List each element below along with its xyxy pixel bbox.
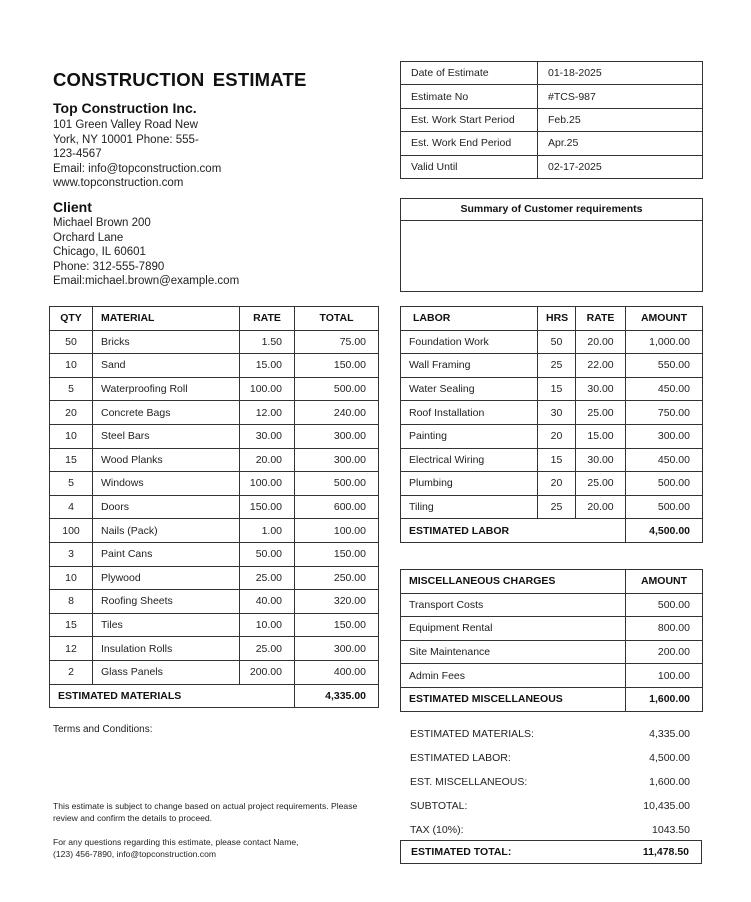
total-cell: 150.00 bbox=[295, 354, 379, 378]
totals-row-estimated-total bbox=[400, 840, 702, 864]
col-amount: AMOUNT bbox=[626, 570, 703, 594]
hrs-cell: 50 bbox=[538, 330, 576, 354]
col-labor: LABOR bbox=[401, 307, 538, 331]
company-info bbox=[53, 118, 221, 191]
total-cell: 600.00 bbox=[295, 495, 379, 519]
material-cell: Bricks bbox=[93, 330, 240, 354]
materials-header-row bbox=[50, 307, 379, 331]
meta-value: #TCS-987 bbox=[538, 85, 703, 108]
table-row bbox=[401, 330, 703, 354]
table-row bbox=[401, 377, 703, 401]
material-cell: Insulation Rolls bbox=[93, 637, 240, 661]
amount-cell: 500.00 bbox=[626, 472, 703, 496]
meta-label: Valid Until bbox=[401, 155, 538, 178]
material-cell: Windows bbox=[93, 472, 240, 496]
material-cell: Nails (Pack) bbox=[93, 519, 240, 543]
document-title: CONSTRUCTION ESTIMATE bbox=[53, 69, 307, 90]
meta-label: Est. Work End Period bbox=[401, 132, 538, 155]
rate-cell: 25.00 bbox=[240, 566, 295, 590]
qty-cell: 50 bbox=[50, 330, 93, 354]
meta-row bbox=[401, 155, 703, 178]
qty-cell: 10 bbox=[50, 354, 93, 378]
material-cell: Concrete Bags bbox=[93, 401, 240, 425]
charge-cell: Equipment Rental bbox=[401, 617, 626, 641]
total-cell: 500.00 bbox=[295, 472, 379, 496]
qty-cell: 2 bbox=[50, 660, 93, 684]
total-cell: 75.00 bbox=[295, 330, 379, 354]
company-address-line-2: York, NY 10001 Phone: 555- bbox=[53, 133, 199, 146]
charge-cell: Site Maintenance bbox=[401, 640, 626, 664]
table-row bbox=[50, 472, 379, 496]
totals-row-materials bbox=[400, 722, 702, 746]
rate-cell: 30.00 bbox=[576, 377, 626, 401]
contact-line-2: (123) 456-7890, info@topconstruction.com bbox=[53, 849, 217, 860]
material-cell: Roofing Sheets bbox=[93, 590, 240, 614]
material-cell: Steel Bars bbox=[93, 424, 240, 448]
estimated-total-value: 11,478.50 bbox=[642, 846, 689, 858]
client-line-2: Orchard Lane bbox=[53, 231, 124, 244]
labor-footer-row bbox=[401, 519, 703, 543]
total-cell: 300.00 bbox=[295, 448, 379, 472]
col-rate: RATE bbox=[240, 307, 295, 331]
labor-header-row bbox=[401, 307, 703, 331]
table-row bbox=[50, 401, 379, 425]
labor-cell: Painting bbox=[401, 424, 538, 448]
table-row bbox=[50, 613, 379, 637]
labor-cell: Plumbing bbox=[401, 472, 538, 496]
rate-cell: 20.00 bbox=[576, 495, 626, 519]
total-cell: 150.00 bbox=[295, 542, 379, 566]
amount-cell: 100.00 bbox=[626, 664, 703, 688]
totals-row-labor bbox=[400, 746, 702, 770]
rate-cell: 10.00 bbox=[240, 613, 295, 637]
material-cell: Plywood bbox=[93, 566, 240, 590]
total-cell: 320.00 bbox=[295, 590, 379, 614]
total-cell: 500.00 bbox=[295, 377, 379, 401]
disclaimer-line-2: review and confirm the details to proceed. bbox=[53, 813, 213, 824]
meta-value: 02-17-2025 bbox=[538, 155, 703, 178]
rate-cell: 25.00 bbox=[576, 472, 626, 496]
company-website: www.topconstruction.com bbox=[53, 177, 184, 190]
meta-value: Feb.25 bbox=[538, 108, 703, 131]
misc-charges-table bbox=[400, 569, 703, 712]
totals-label: ESTIMATED MATERIALS: bbox=[410, 728, 534, 740]
company-email: Email: info@topconstruction.com bbox=[53, 162, 222, 175]
table-row bbox=[50, 354, 379, 378]
totals-label: SUBTOTAL: bbox=[410, 800, 468, 812]
terms-heading: Terms and Conditions: bbox=[53, 724, 153, 735]
material-cell: Tiles bbox=[93, 613, 240, 637]
estimated-labor-label: ESTIMATED LABOR bbox=[401, 519, 626, 543]
labor-cell: Water Sealing bbox=[401, 377, 538, 401]
material-cell: Paint Cans bbox=[93, 542, 240, 566]
client-line-3: Chicago, IL 60601 bbox=[53, 246, 146, 259]
total-cell: 150.00 bbox=[295, 613, 379, 637]
table-row bbox=[50, 542, 379, 566]
totals-label: TAX (10%): bbox=[410, 824, 464, 836]
estimate-meta-table bbox=[400, 61, 703, 179]
client-phone: Phone: 312-555-7890 bbox=[53, 260, 165, 273]
amount-cell: 550.00 bbox=[626, 354, 703, 378]
totals-label: ESTIMATED LABOR: bbox=[410, 752, 511, 764]
labor-cell: Roof Installation bbox=[401, 401, 538, 425]
col-hrs: HRS bbox=[538, 307, 576, 331]
charge-cell: Transport Costs bbox=[401, 593, 626, 617]
table-row bbox=[50, 448, 379, 472]
estimated-misc-value: 1,600.00 bbox=[626, 687, 703, 711]
meta-row bbox=[401, 108, 703, 131]
contact-note bbox=[53, 836, 388, 861]
material-cell: Wood Planks bbox=[93, 448, 240, 472]
table-row bbox=[50, 519, 379, 543]
charge-cell: Admin Fees bbox=[401, 664, 626, 688]
hrs-cell: 15 bbox=[538, 448, 576, 472]
totals-value: 1043.50 bbox=[652, 824, 690, 836]
rate-cell: 15.00 bbox=[240, 354, 295, 378]
qty-cell: 15 bbox=[50, 613, 93, 637]
qty-cell: 15 bbox=[50, 448, 93, 472]
amount-cell: 300.00 bbox=[626, 424, 703, 448]
totals-value: 4,335.00 bbox=[649, 728, 690, 740]
estimated-labor-value: 4,500.00 bbox=[626, 519, 703, 543]
col-material: MATERIAL bbox=[93, 307, 240, 331]
table-row bbox=[401, 617, 703, 641]
rate-cell: 50.00 bbox=[240, 542, 295, 566]
col-total: TOTAL bbox=[295, 307, 379, 331]
qty-cell: 100 bbox=[50, 519, 93, 543]
customer-requirements-content[interactable] bbox=[401, 221, 702, 289]
material-cell: Sand bbox=[93, 354, 240, 378]
amount-cell: 200.00 bbox=[626, 640, 703, 664]
table-row bbox=[50, 590, 379, 614]
rate-cell: 15.00 bbox=[576, 424, 626, 448]
rate-cell: 25.00 bbox=[240, 637, 295, 661]
table-row bbox=[401, 424, 703, 448]
hrs-cell: 15 bbox=[538, 377, 576, 401]
estimated-materials-value: 4,335.00 bbox=[295, 684, 379, 708]
amount-cell: 1,000.00 bbox=[626, 330, 703, 354]
misc-footer-row bbox=[401, 687, 703, 711]
materials-table bbox=[49, 306, 379, 708]
col-qty: QTY bbox=[50, 307, 93, 331]
rate-cell: 30.00 bbox=[576, 448, 626, 472]
materials-footer-row bbox=[50, 684, 379, 708]
total-cell: 100.00 bbox=[295, 519, 379, 543]
estimated-total-label: ESTIMATED TOTAL: bbox=[411, 846, 512, 858]
estimated-misc-label: ESTIMATED MISCELLANEOUS bbox=[401, 687, 626, 711]
client-info bbox=[53, 216, 239, 289]
labor-table bbox=[400, 306, 703, 543]
totals-value: 1,600.00 bbox=[649, 776, 690, 788]
qty-cell: 10 bbox=[50, 566, 93, 590]
hrs-cell: 25 bbox=[538, 354, 576, 378]
meta-row bbox=[401, 62, 703, 85]
table-row bbox=[401, 354, 703, 378]
estimated-materials-label: ESTIMATED MATERIALS bbox=[50, 684, 295, 708]
table-row bbox=[401, 472, 703, 496]
customer-requirements-box bbox=[400, 198, 703, 292]
client-heading: Client bbox=[53, 199, 92, 215]
col-misc-charges: MISCELLANEOUS CHARGES bbox=[401, 570, 626, 594]
qty-cell: 20 bbox=[50, 401, 93, 425]
rate-cell: 150.00 bbox=[240, 495, 295, 519]
meta-label: Estimate No bbox=[401, 85, 538, 108]
rate-cell: 200.00 bbox=[240, 660, 295, 684]
hrs-cell: 20 bbox=[538, 472, 576, 496]
total-cell: 300.00 bbox=[295, 637, 379, 661]
table-row bbox=[50, 637, 379, 661]
client-email: Email:michael.brown@example.com bbox=[53, 275, 240, 288]
table-row bbox=[50, 495, 379, 519]
table-row bbox=[401, 401, 703, 425]
table-row bbox=[50, 330, 379, 354]
total-cell: 400.00 bbox=[295, 660, 379, 684]
total-cell: 240.00 bbox=[295, 401, 379, 425]
amount-cell: 750.00 bbox=[626, 401, 703, 425]
table-row bbox=[50, 566, 379, 590]
totals-row-misc bbox=[400, 770, 702, 794]
hrs-cell: 30 bbox=[538, 401, 576, 425]
totals-value: 10,435.00 bbox=[643, 800, 690, 812]
table-row bbox=[401, 448, 703, 472]
disclaimer-line-1: This estimate is subject to change based on actual project requirements. Please bbox=[53, 801, 358, 811]
misc-header-row bbox=[401, 570, 703, 594]
totals-value: 4,500.00 bbox=[649, 752, 690, 764]
contact-line-1: For any questions regarding this estimate, please contact Name, bbox=[53, 837, 299, 847]
amount-cell: 800.00 bbox=[626, 617, 703, 641]
table-row bbox=[401, 593, 703, 617]
hrs-cell: 20 bbox=[538, 424, 576, 448]
rate-cell: 100.00 bbox=[240, 472, 295, 496]
company-address-line-3: 123-4567 bbox=[53, 148, 102, 161]
rate-cell: 40.00 bbox=[240, 590, 295, 614]
rate-cell: 12.00 bbox=[240, 401, 295, 425]
rate-cell: 30.00 bbox=[240, 424, 295, 448]
material-cell: Waterproofing Roll bbox=[93, 377, 240, 401]
table-row bbox=[50, 424, 379, 448]
table-row bbox=[401, 640, 703, 664]
rate-cell: 1.00 bbox=[240, 519, 295, 543]
material-cell: Glass Panels bbox=[93, 660, 240, 684]
disclaimer-note bbox=[53, 800, 388, 825]
totals-row-tax bbox=[400, 818, 702, 842]
amount-cell: 450.00 bbox=[626, 377, 703, 401]
rate-cell: 22.00 bbox=[576, 354, 626, 378]
col-amount: AMOUNT bbox=[626, 307, 703, 331]
totals-label: EST. MISCELLANEOUS: bbox=[410, 776, 528, 788]
company-name: Top Construction Inc. bbox=[53, 100, 197, 116]
qty-cell: 10 bbox=[50, 424, 93, 448]
qty-cell: 12 bbox=[50, 637, 93, 661]
meta-row bbox=[401, 132, 703, 155]
totals-summary bbox=[400, 722, 702, 864]
qty-cell: 5 bbox=[50, 472, 93, 496]
meta-label: Date of Estimate bbox=[401, 62, 538, 85]
rate-cell: 20.00 bbox=[240, 448, 295, 472]
qty-cell: 4 bbox=[50, 495, 93, 519]
rate-cell: 20.00 bbox=[576, 330, 626, 354]
company-address-line-1: 101 Green Valley Road New bbox=[53, 119, 198, 131]
col-rate: RATE bbox=[576, 307, 626, 331]
meta-label: Est. Work Start Period bbox=[401, 108, 538, 131]
meta-value: 01-18-2025 bbox=[538, 62, 703, 85]
labor-cell: Wall Framing bbox=[401, 354, 538, 378]
total-cell: 300.00 bbox=[295, 424, 379, 448]
labor-cell: Electrical Wiring bbox=[401, 448, 538, 472]
table-row bbox=[50, 660, 379, 684]
meta-row bbox=[401, 85, 703, 108]
customer-requirements-heading: Summary of Customer requirements bbox=[401, 199, 702, 221]
rate-cell: 1.50 bbox=[240, 330, 295, 354]
material-cell: Doors bbox=[93, 495, 240, 519]
client-line-1: Michael Brown 200 bbox=[53, 217, 151, 229]
hrs-cell: 25 bbox=[538, 495, 576, 519]
rate-cell: 100.00 bbox=[240, 377, 295, 401]
rate-cell: 25.00 bbox=[576, 401, 626, 425]
totals-row-subtotal bbox=[400, 794, 702, 818]
labor-cell: Tiling bbox=[401, 495, 538, 519]
table-row bbox=[50, 377, 379, 401]
table-row bbox=[401, 664, 703, 688]
meta-value: Apr.25 bbox=[538, 132, 703, 155]
amount-cell: 500.00 bbox=[626, 593, 703, 617]
amount-cell: 450.00 bbox=[626, 448, 703, 472]
table-row bbox=[401, 495, 703, 519]
total-cell: 250.00 bbox=[295, 566, 379, 590]
qty-cell: 5 bbox=[50, 377, 93, 401]
qty-cell: 8 bbox=[50, 590, 93, 614]
amount-cell: 500.00 bbox=[626, 495, 703, 519]
qty-cell: 3 bbox=[50, 542, 93, 566]
labor-cell: Foundation Work bbox=[401, 330, 538, 354]
